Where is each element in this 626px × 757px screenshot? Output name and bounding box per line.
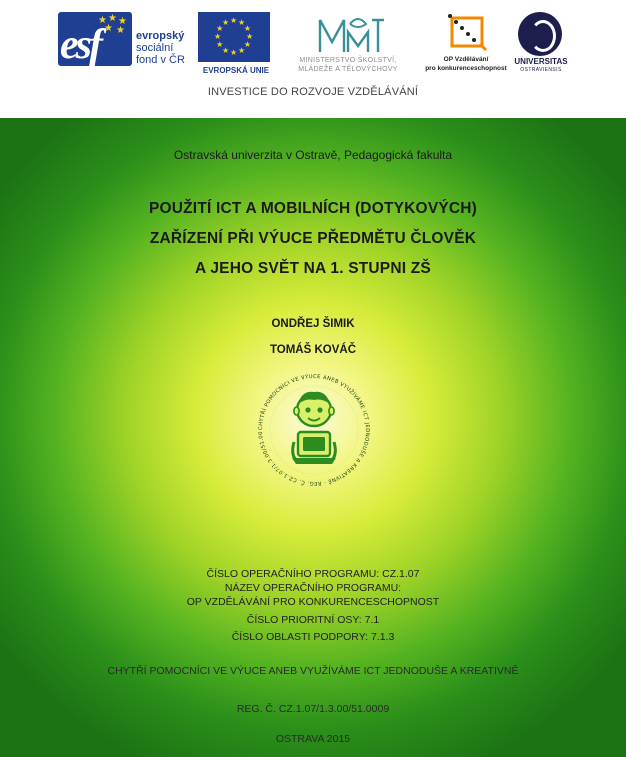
eu-star-icon: ★ [216, 40, 224, 49]
eu-flag-icon [198, 12, 270, 62]
investice-slogan: INVESTICE DO ROZVOJE VZDĚLÁVÁNÍ [207, 86, 419, 98]
faculty-line: Ostravská univerzita v Ostravě, Pedagogická fakulta [173, 148, 453, 162]
project-motto: CHYTŘÍ POMOCNÍCI VE VÝUCE ANEB VYUŽÍVÁME ICT JEDNODUŠE A KREATIVNĚ [107, 665, 519, 677]
eu-star-icon: ★ [238, 18, 246, 28]
university-caption-line-2: OSTRAVIENSIS [520, 67, 562, 73]
eu-star-icon: ★ [243, 40, 252, 49]
eu-star-icon: ★ [230, 48, 238, 57]
op-caption-line-2: pro konkurenceschopnost [425, 65, 507, 72]
university-seal-icon [518, 12, 562, 56]
esf-line-1: evropský [136, 30, 185, 42]
eu-star-icon: ★ [238, 45, 246, 55]
esf-logo-text [136, 30, 194, 66]
info-program-number: ČÍSLO OPERAČNÍHO PROGRAMU: CZ.1.07 [206, 568, 420, 580]
city-year: OSTRAVA 2015 [275, 733, 351, 745]
author-2: TOMÁŠ KOVÁČ [269, 344, 357, 356]
op-caption-line-1: OP Vzdělávání [443, 56, 489, 63]
eu-star-icon: ★ [216, 24, 224, 33]
op-logo-icon [444, 12, 488, 54]
project-emblem-icon [252, 368, 376, 492]
esf-logo-icon: esf ★ ★ ★ ★ ★ [58, 12, 132, 66]
msmt-logo-icon [318, 12, 386, 54]
info-support-area: ČÍSLO OBLASTI PODPORY: 7.1.3 [231, 631, 395, 643]
info-priority-axis: ČÍSLO PRIORITNÍ OSY: 7.1 [246, 614, 380, 626]
cover-area [0, 118, 626, 757]
msmt-caption [278, 56, 418, 74]
eu-caption: EVROPSKÁ UNIE [202, 66, 270, 75]
eu-star-icon: ★ [222, 18, 230, 28]
university-caption-line-1: UNIVERSITAS [514, 57, 568, 66]
esf-line-2: sociální [136, 42, 174, 54]
eu-star-icon: ★ [222, 45, 230, 55]
title-line-1: POUŽITÍ ICT A MOBILNÍCH (DOTYKOVÝCH) [148, 200, 478, 217]
title-line-3: A JEHO SVĚT NA 1. STUPNI ZŠ [195, 260, 431, 277]
book-title [0, 194, 626, 284]
eu-star-icon: ★ [230, 16, 238, 25]
info-program-name: OP VZDĚLÁVÁNÍ PRO KONKURENCESCHOPNOST [186, 596, 440, 608]
university-caption [508, 58, 574, 74]
esf-line-3: fond v ČR [136, 54, 185, 66]
author-1: ONDŘEJ ŠIMIK [271, 318, 355, 330]
info-program-name-label: NÁZEV OPERAČNÍHO PROGRAMU: [224, 582, 402, 594]
msmt-caption-line-1: MINISTERSTVO ŠKOLSTVÍ, [299, 57, 397, 64]
registration-number: REG. Č. CZ.1.07/1.3.00/51.0009 [236, 703, 390, 715]
msmt-caption-line-2: MLÁDEŽE A TĚLOVÝCHOVY [298, 66, 398, 73]
eu-star-icon: ★ [243, 24, 252, 33]
op-caption [420, 55, 512, 73]
title-line-2: ZAŘÍZENÍ PŘI VÝUCE PŘEDMĚTU ČLOVĚK [149, 230, 477, 247]
svg-text:CHYTŘÍ POMOCNÍCI VE VÝUCE ANEB: CHYTŘÍ POMOCNÍCI VE VÝUCE ANEB VYUŽÍVÁME ICT JEDNODUŠE A KREATIVNĚ · REG. Č. CZ.1.07/1.3.00/51.00 [257, 373, 371, 487]
eu-star-icon: ★ [214, 32, 222, 41]
logo-header [0, 0, 626, 118]
eu-star-icon: ★ [246, 32, 254, 41]
